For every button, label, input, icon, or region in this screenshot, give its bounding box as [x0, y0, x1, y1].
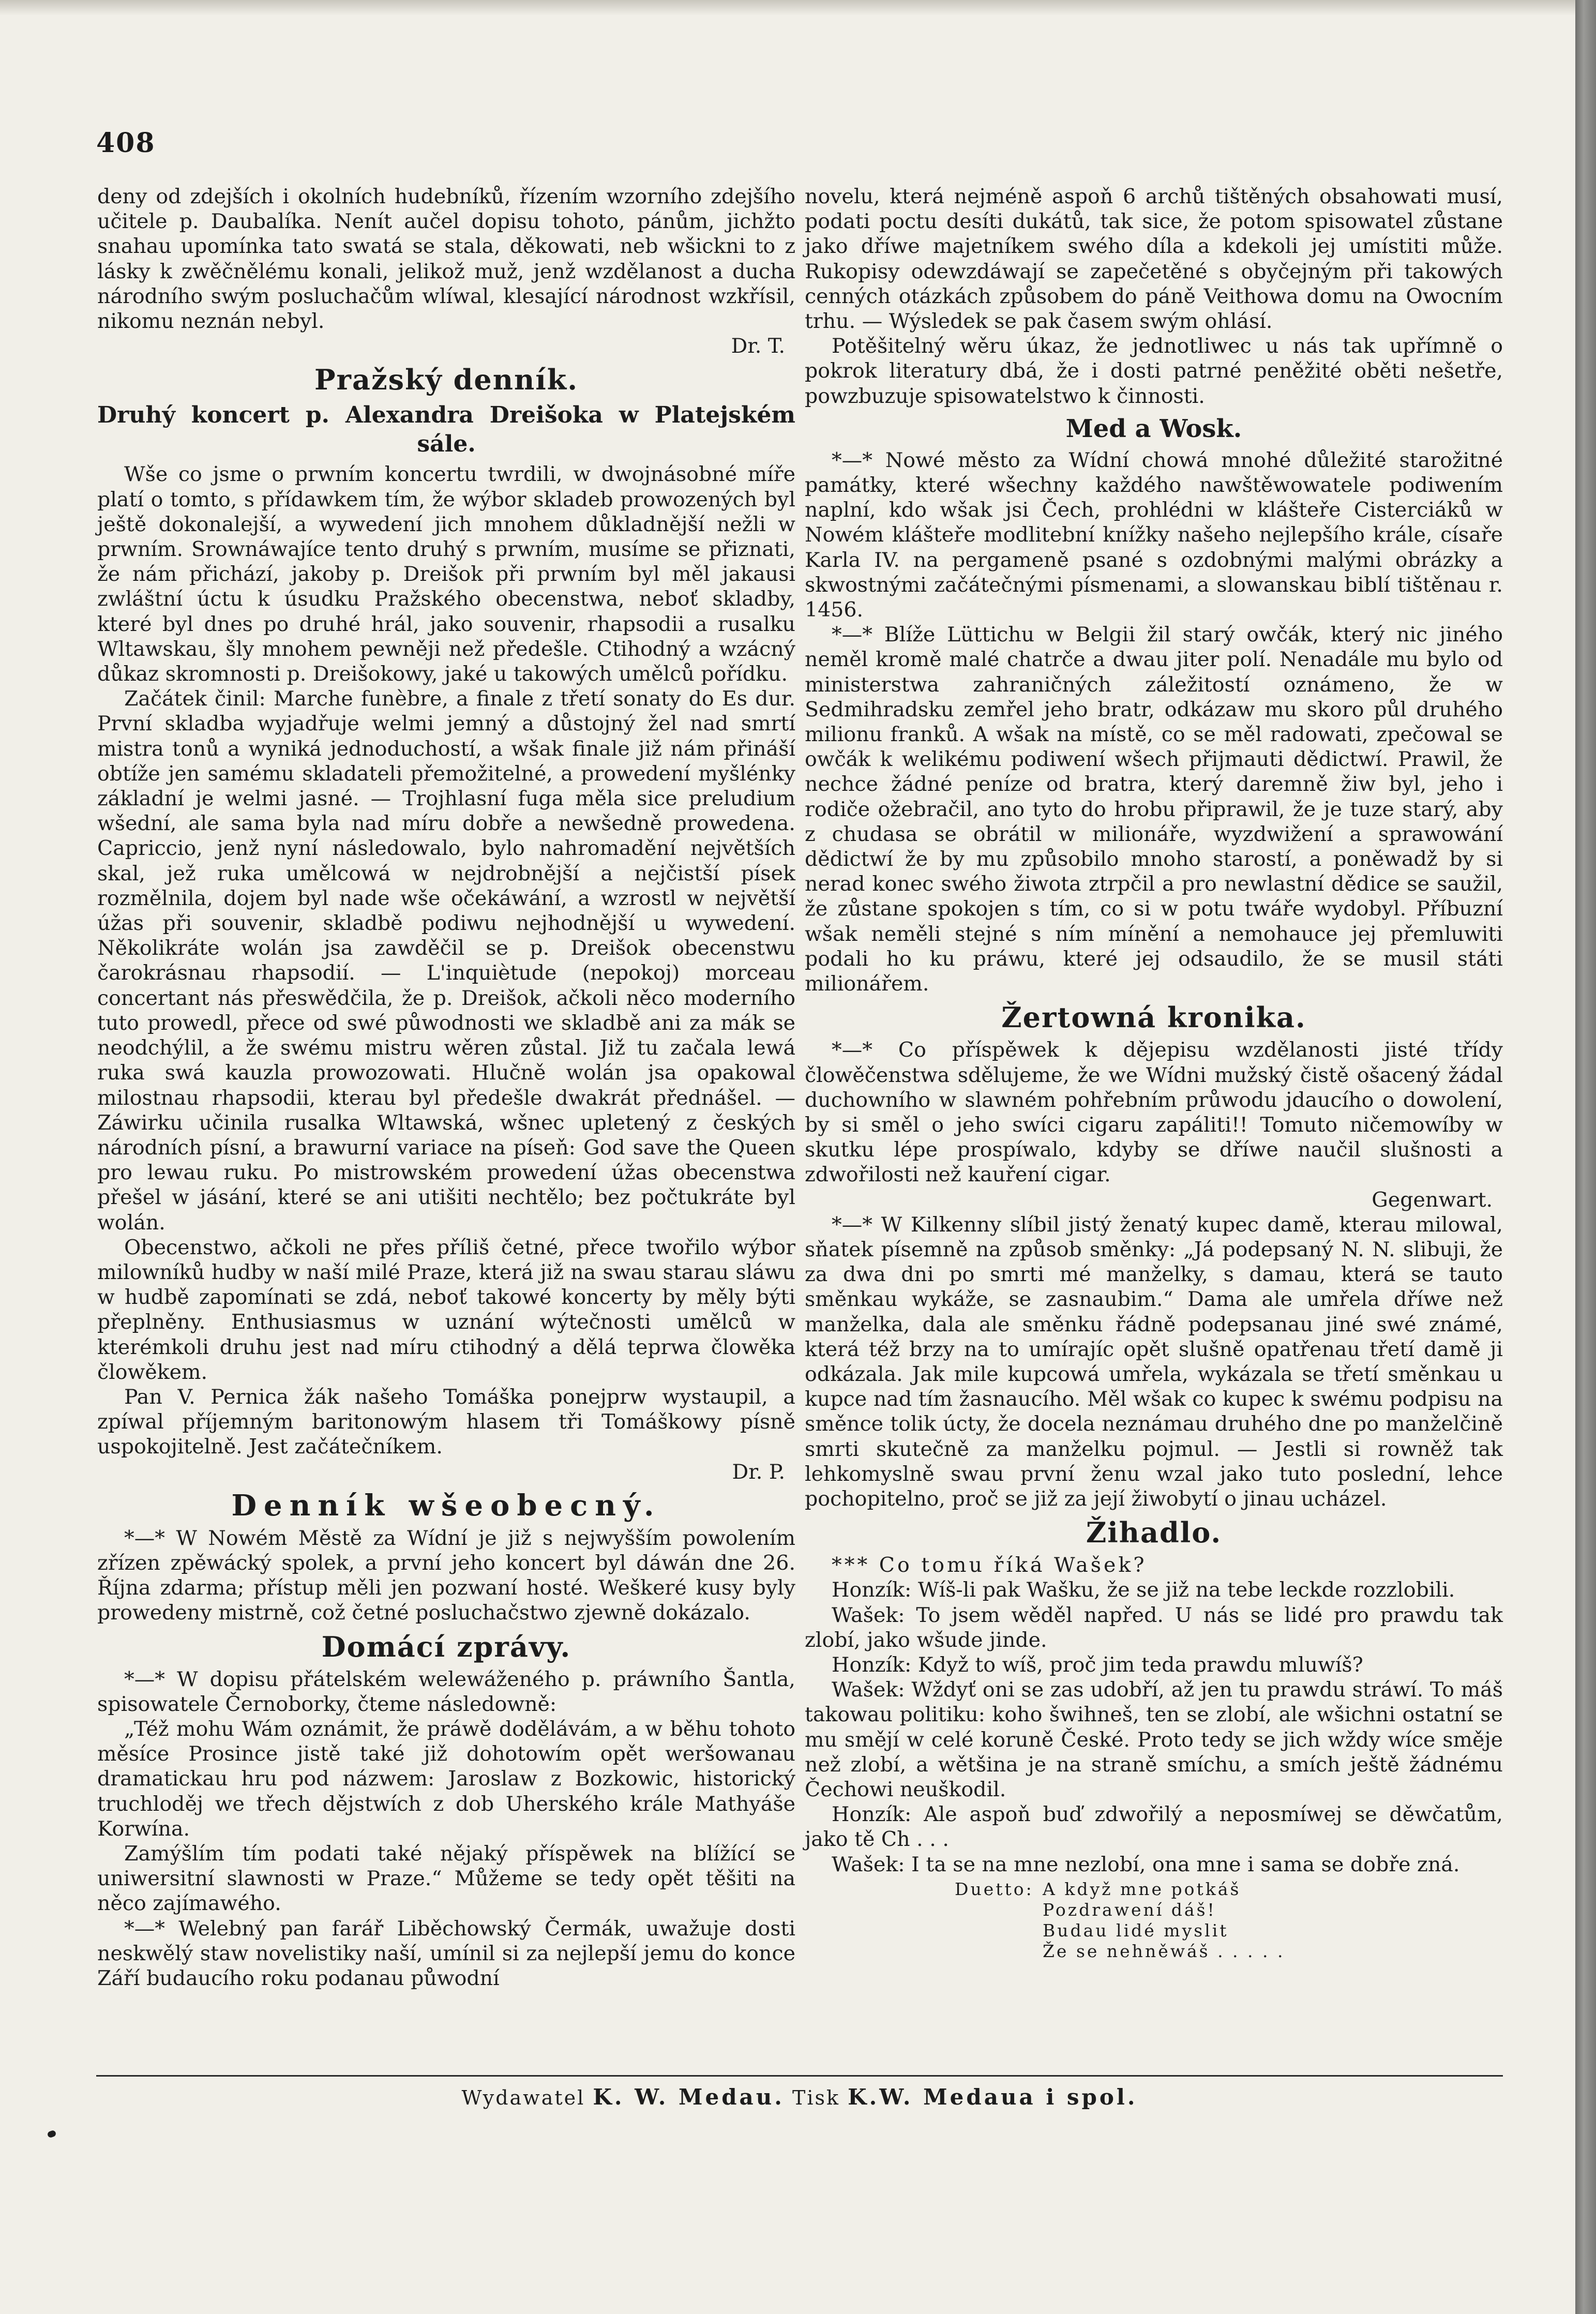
article-paragraph: Obecenstwo, ačkoli ne přes příliš četné, přece twořilo wýbor milowníků hudby w naší milé Praze, která již na swau starau sláwu w hudbě zapomínati se zdá, neboť takowé koncerty by měly býti přeplněny. Enthusiasmus w uznání wýtečnosti umělců w kterémkoli druhu jest nad míru ctihodný a dělá teprwa člowěka člowěkem. [97, 1235, 795, 1384]
dialogue-question: *** Co tomu říká Wašek? [832, 1553, 1147, 1577]
duet-poem [805, 1879, 1503, 1962]
news-item: *—* Co příspěwek k dějepisu wzdělanosti jisté třídy člowěčenstwa sdělujeme, že we Wídni mužský čistě ošacený žádal duchowního w slawném pohřebním průwodu jdaucího o dowolení, by si směl o jeho swíci cigaru zapáliti!! Tomuto ničemowíby w skutku lépe prospíwalo, kdyby se dříwe naučil slušnosti a zdwořilosti než kauření cigar. [805, 1038, 1503, 1187]
page-top-shadow [0, 0, 1575, 16]
dialogue-line: Honzík: Wíš-li pak Wašku, že se již na tebe leckde rozzlobili. [832, 1578, 1455, 1602]
binding-edge [1575, 0, 1596, 2314]
continued-paragraph: novelu, která nejméně aspoň 6 archů tištěných obsahowati musí, podati poctu desíti dukátů, tak sice, že potom spisowatel zůstane jako dříwe majetníkem swého díla a kdekoli jej umístiti může. Rukopisy odewzdáwají se zapečetěné s obyčejným při takowých cenných otázkách způsobem do páně Veithowa domu na Owocním trhu. — Wýsledek se pak časem swým ohlásí. [805, 185, 1503, 334]
section-heading-dennik-wseobecny: Denník wšeobecný. [231, 1488, 661, 1523]
imprint-mid: Tisk [792, 2086, 840, 2109]
ink-speck [47, 2130, 56, 2139]
article-paragraph: Pan V. Pernica žák našeho Tomáška ponejprw wystaupil, a zpíwal příjemným baritonowým hlasem tři Tomáškowy písně uspokojitelně. Jest začátečníkem. [97, 1385, 795, 1459]
dialogue-line: Wašek: Wždyť oni se zas udobří, až jen tu prawdu stráwí. To máš takowau politiku: koho šwihneš, ten se zlobí, ale wšichni ostatní se mu smějí w celé koruně České. Proto tedy se jich wždy wíce směje než zlobí, a wětšina je na straně smíchu, a smích ještě žádnému Čechowi neuškodil. [805, 1678, 1503, 1801]
poem-line: Pozdrawení dáš! [1043, 1899, 1216, 1920]
left-column [97, 184, 795, 1991]
news-item: *—* Nowé město za Wídní chowá mnohé důležité starožitné památky, které wšechny každého nawštěwowatele podiwením naplní, kdo wšak jsi Čech, prohlédni w klášteře Cisterciáků w Nowém klášteře modlitební knížky našeho nejlepšího krále, císaře Karla IV. na pergameně psané s ozdobnými malými obrázky a skwostnými začátečnými písmenami, a slowanskau biblí tištěnau r. 1456. [805, 448, 1503, 622]
footer-rule [96, 2075, 1503, 2077]
dialogue-line: Honzík: Když to wíš, proč jim teda prawdu mluwíš? [832, 1652, 1363, 1677]
right-column [805, 184, 1503, 1962]
intro-signature: Dr. T. [731, 334, 785, 358]
dialogue-line: Honzík: Ale aspoň buď zdwořilý a neposmíwej se děwčatům, jako tě Ch . . . [805, 1802, 1503, 1852]
poem-line: Budau lidé myslit [1043, 1920, 1229, 1941]
poem-line: A když mne potkáš [1043, 1879, 1241, 1899]
article-signature: Dr. P. [732, 1460, 785, 1484]
news-quote: Zamýšlím tím podati také nějaký příspěwek na blížící se uniwersitní slawnosti w Praze.“ Můžeme se tedy opět těšiti na něco zajímawého. [97, 1841, 795, 1916]
duet-label: Duetto: [955, 1879, 1034, 1899]
article-paragraph: Začátek činil: Marche funèbre, a finale z třetí sonaty do Es dur. První skladba wyjadřuje welmi jemný a důstojný žel nad smrtí mistra tonů a wyniká jednoduchostí, a wšak finale již nám přináší obtíže jen samému skladateli přemožitelné, a prowedení myšlénky základní je welmi jasné. — Trojhlasní fuga měla sice preludium wšední, ale sama byla nad míru dobře a newšedně prowedena. Capriccio, jenž nyní následowalo, bylo nahromadění největších skal, jež ruka umělcowá w nejdrobnější a nejčistší písek rozmělnila, dojem byl nade wše očekáwání, a wzrostl w největší úžas při souvenir, skladbě podiwu nejhodnější u wywedení. Několikráte wolán jsa zawděčil se p. Dreišok obecenstwu čarokrásnau rhapsodií. — L'inquiètude (nepokoj) morceau concertant nás přeswědčila, že p. Dreišok, ačkoli něco moderního tuto prowedl, přece od swé půwodnosti we skladbě ani za mák se neodchýlil, a že swému mistru wěren zůstal. Již tu začala lewá ruka swá kauzla prowozowati. Hlučně wolán jsa opakowal milostnau rhapsodii, kterau byl předešle dwakrát přednášel. — Záwirku učinila rusalka Wltawská, wšnec upletený z českých národních písní, a brawurní variace na píseň: God save the Queen pro lewau ruku. Po mistrowském prowedení úžas obecenstwa přešel w jásání, které se ani utišiti nechtělo; bez počtukráte byl wolán. [97, 687, 795, 1235]
article-subheading-koncert: Druhý koncert p. Alexandra Dreišoka w Platejském sále. [97, 402, 795, 458]
news-item: *—* W Kilkenny slíbil jistý ženatý kupec damě, kterau milowal, sňatek písemně na způsob směnky: „Já podepsaný N. N. slibuji, že za dwa dni po smrti mé manželky, s damau, která se tauto směnkau wykáže, se zasnaubim.“ Dama ale umřela dříwe než manželka, dala ale směnku řádně podepsanau jiné swé známé, která též brzy na to umírajíc opět slušně opatřenau třetí damě ji odkázala. Jak mile kupcowá umřela, wykázala se třetí směnkau u kupce nad tím žasnaucího. Měl wšak co kupec k swému podpisu na směnce tolik úcty, že docela neznámau druhého dne po manželčině smrti skutečně za manželku pojmul. — Jestli si rowněž tak lehkomyslně swau první ženu wzal jako tuto poslední, lehce pochopitelno, proč se již za její žiwobytí o jinau ucházel. [805, 1212, 1503, 1511]
poem-line: Že se nehněwáš . . . . . [1043, 1941, 1285, 1961]
section-heading-zertowna-kronika: Žertowná kronika. [1001, 1001, 1306, 1034]
imprint-publisher: K. W. Medau. [593, 2084, 785, 2110]
imprint-prefix: Wydawatel [461, 2086, 585, 2109]
duet-block [805, 1879, 1503, 1962]
section-heading-domaci-zpravy: Domácí zprávy. [321, 1630, 571, 1663]
news-quote: „Též mohu Wám oznámit, že práwě dodělávám, a w běhu tohoto měsíce Prosince jistě také již dohotowím opět weršowanau dramatickau hru pod názwem: Jaroslaw z Bozkowic, historický truchloděj we třech dějstwích z dob Uherského krále Mathyáše Korwína. [97, 1717, 795, 1841]
news-item: *—* W Nowém Městě za Wídní je již s nejwyšším powolením zřízen zpěwácký spolek, a první jeho koncert byl dáwán dne 26. Října zdarma; přístup měli jen pozwaní hosté. Weškeré kusy byly prowedeny mistrně, což četné posluchačstwo zjewně dokázalo. [97, 1526, 795, 1625]
section-heading-zihadlo: Žihadlo. [1086, 1516, 1222, 1550]
source-signature: Gegenwart. [1372, 1188, 1493, 1212]
article-paragraph: Wše co jsme o prwním koncertu twrdili, w dwojnásobné míře platí o tomto, s přídawkem tím, že wýbor skladeb prowozených byl ještě dokonalejší, a wywedení jich mnohem důkladnější nežli w prwním. Srownáwajíce tento druhý s prwním, musíme se přiznati, že nám přichází, jakoby p. Dreišok při prwním byl měl jakausi zwláštní úctu k úsudku Pražského obecenstwa, neboť skladby, které byl dnes po druhé hrál, jako souvenir, rhapsodii a rusalku Wltawskau, šly mnohem pewněji než předešle. Ctihodný a wzácný důkaz skromnosti p. Dreišokowy, jaké u takowých umělců pořídku. [97, 462, 795, 686]
dialogue-line: Wašek: To jsem wěděl napřed. U nás se lidé pro prawdu tak zlobí, jako wšude jinde. [805, 1603, 1503, 1652]
page-number: 408 [96, 127, 156, 159]
dialogue-line: Wašek: I ta se na mne nezlobí, ona mne i sama se dobře zná. [832, 1852, 1460, 1876]
imprint-line [96, 2084, 1503, 2110]
article-paragraph: Potěšitelný wěru úkaz, že jednotliwec u nás tak upřímně o pokrok literatury dbá, že i dosti patrné peněžité oběti nešetře, powzbuzuje spisowatelstwo k činnosti. [805, 334, 1503, 408]
news-item: *—* Blíže Lüttichu w Belgii žil starý owčák, který nic jiného neměl kromě malé chatrče a dwau jiter polí. Nenadále mu bylo od ministerstwa zahraničných záležitostí oznámeno, že w Sedmihradsku zemřel jeho bratr, odkázaw mu skoro půl druhého milionu franků. A wšak na místě, co se měl radowati, zpečowal se owčák k welikému podiwení wšech přijmauti dědictwí. Prawil, že nechce žádné peníze od bratra, který daremně žiw byl, jeho i rodiče ožebračil, ano tyto do hrobu připrawil, že je tuze starý, aby z chudasa se obrátil w milionáře, wyzdwižení a sprawowání dědictwí že by mu způsobilo mnoho starostí, a poněwadž by si nerad konec swého žiwota ztrpčil a pro newlastní dědice se saužil, že zůstane spokojen s tím, co si w potu twáře wydobyl. Příbuzní wšak neměli stejné s ním mínění a nemohauce jej přemluwiti podali ho ku práwu, které jej odsaudilo, že se musil státi milionářem. [805, 623, 1503, 996]
section-heading-prazsky-dennik: Pražský denník. [314, 363, 579, 397]
intro-paragraph: deny od zdejších i okolních hudebníků, řízením wzorního zdejšího učitele p. Daubalíka. Nenít aučel dopisu tohoto, pánům, jichžto snahau upomínka tato swatá se stala, děkowati, neb wšickni to z lásky k zwěčnělému konali, jelikož muž, jenž wzdělanost a ducha národního swým posluchačům wlíwal, klesající národnost wzkřísil, nikomu neznán nebyl. [97, 185, 795, 334]
section-heading-med-a-wosk: Med a Wosk. [1065, 414, 1242, 443]
imprint-printer: K.W. Medaua i spol. [848, 2084, 1138, 2110]
news-item: *—* W dopisu přátelském welewáženého p. práwního Šantla, spisowatele Černoborky, čteme následowně: [97, 1667, 795, 1716]
news-item: *—* Welebný pan farář Liběchowský Čermák, uwažuje dosti neskwělý staw novelistiky naší, umínil si za nejlepší jemu do konce Září budaucího roku podanau půwodní [97, 1916, 795, 1990]
